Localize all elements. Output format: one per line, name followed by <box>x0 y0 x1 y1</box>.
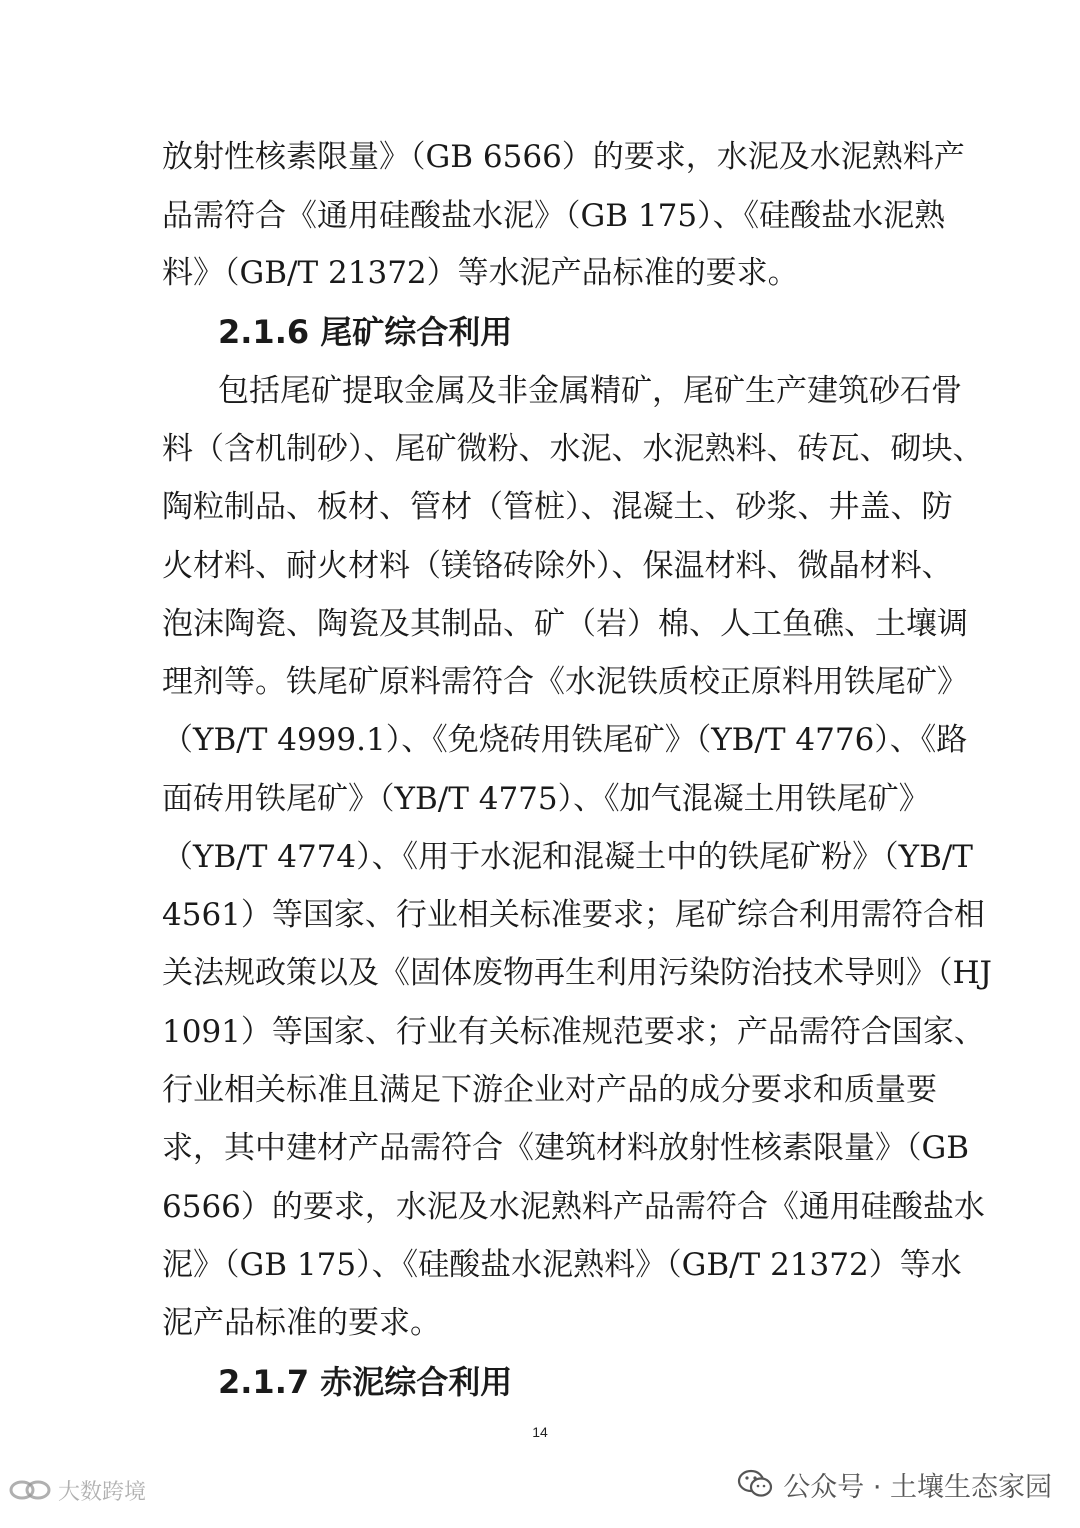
paragraph-line: 陶粒制品、板材、管材（管桩）、混凝土、砂浆、井盖、防 <box>162 489 953 525</box>
page-number: 14 <box>532 1424 548 1440</box>
paragraph-line: 1091）等国家、行业有关标准规范要求；产品需符合国家、 <box>162 1014 985 1050</box>
watermark-left-text: 大数跨境 <box>58 1479 147 1505</box>
paragraph-line: 泡沫陶瓷、陶瓷及其制品、矿（岩）棉、人工鱼礁、土壤调 <box>162 606 968 642</box>
paragraph-line: 泥产品标准的要求。 <box>162 1305 441 1341</box>
paragraph-line: 料（含机制砂）、尾矿微粉、水泥、水泥熟料、砖瓦、砌块、 <box>162 431 984 467</box>
paragraph-line: 6566）的要求，水泥及水泥熟料产品需符合《通用硅酸盐水 <box>162 1189 985 1225</box>
paragraph-line: 关法规政策以及《固体废物再生利用污染防治技术导则》（HJ <box>162 955 992 991</box>
paragraph-line: 4561）等国家、行业相关标准要求；尾矿综合利用需符合相 <box>162 897 985 933</box>
paragraph-line: （YB/T 4774）、《用于水泥和混凝土中的铁尾矿粉》（YB/T <box>162 839 973 875</box>
paragraph-line: 理剂等。铁尾矿原料需符合《水泥铁质校正原料用铁尾矿》 <box>162 664 968 700</box>
wechat-icon <box>737 1468 773 1500</box>
paragraph-line: 火材料、耐火材料（镁铬砖除外）、保温材料、微晶材料、 <box>162 548 953 584</box>
paragraph-line: 泥》（GB 175）、《硅酸盐水泥熟料》（GB/T 21372）等水 <box>162 1247 962 1283</box>
link-logo-icon <box>8 1477 52 1503</box>
paragraph-line: （YB/T 4999.1）、《免烧砖用铁尾矿》（YB/T 4776）、《路 <box>162 722 968 758</box>
paragraph-line: 行业相关标准且满足下游企业对产品的成分要求和质量要 <box>162 1072 937 1108</box>
section-heading-2-1-7: 2.1.7 赤泥综合利用 <box>218 1363 513 1401</box>
paragraph-line: 求，其中建材产品需符合《建筑材料放射性核素限量》（GB <box>162 1130 970 1166</box>
paragraph-line: 面砖用铁尾矿》（YB/T 4775）、《加气混凝土用铁尾矿》 <box>162 781 930 817</box>
paragraph-line: 包括尾矿提取金属及非金属精矿，尾矿生产建筑砂石骨 <box>218 373 962 409</box>
paragraph-line: 放射性核素限量》（GB 6566）的要求，水泥及水泥熟料产 <box>162 139 965 175</box>
paragraph-line: 料》（GB/T 21372）等水泥产品标准的要求。 <box>162 255 799 291</box>
watermark-left <box>8 1472 146 1508</box>
paragraph-line: 品需符合《通用硅酸盐水泥》（GB 175）、《硅酸盐水泥熟 <box>162 198 946 234</box>
watermark-right-text: 公众号 · 土壤生态家园 <box>783 1471 1052 1503</box>
watermark-right <box>737 1460 1052 1508</box>
section-heading-2-1-6: 2.1.6 尾矿综合利用 <box>218 313 513 351</box>
